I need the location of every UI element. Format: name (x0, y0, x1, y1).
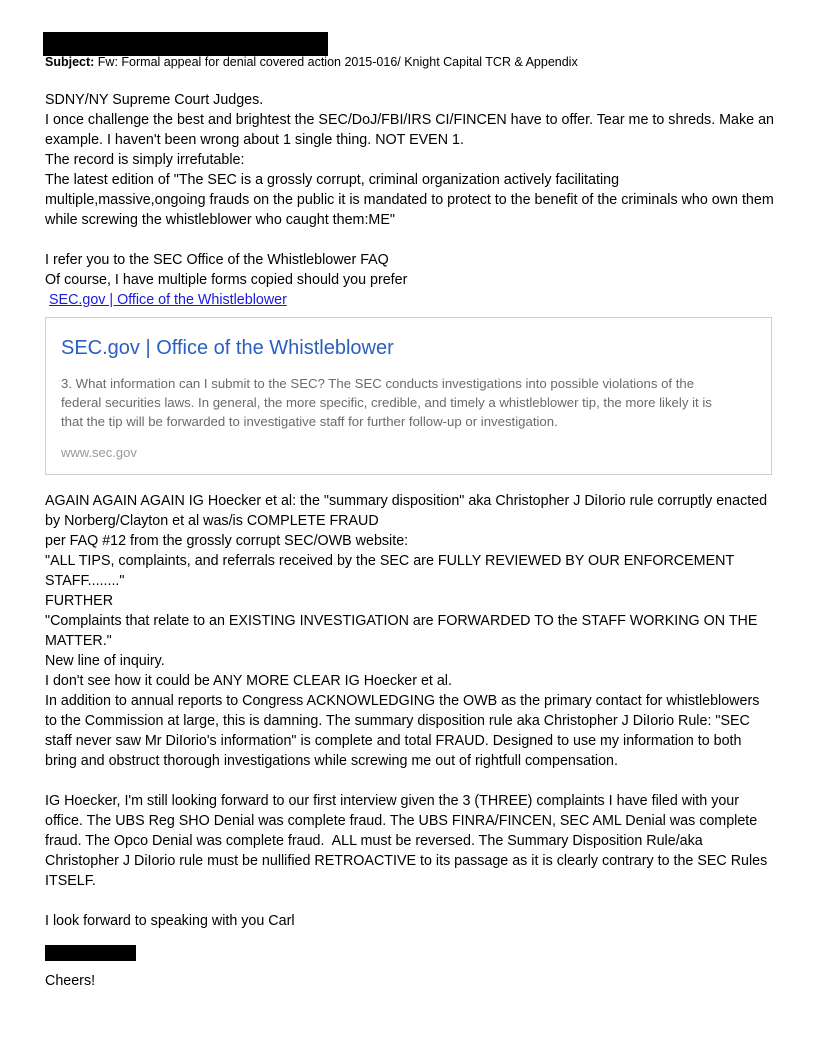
section-after-card (45, 491, 775, 991)
closing-line: I look forward to speaking with you Carl (45, 913, 295, 929)
paragraph: SDNY/NY Supreme Court Judges. (45, 92, 264, 108)
link-line (45, 290, 775, 310)
paragraph: IG Hoecker, I'm still looking forward to our first interview given the 3 (THREE) complaints I have filed with your office. The UBS Reg SHO Denial was complete fraud. The UBS FINRA/FINCEN, SEC AML Denial was complete fraud. The Opco Denial was complete fraud. ALL must be reversed. The Summary Disposition Rule/aka Christopher J DiIorio rule must be nullified RETROACTIVE to its passage as it is clearly contrary to the SEC Rules ITSELF. (45, 793, 772, 889)
link-preview-card[interactable] (45, 317, 772, 475)
paragraph: FURTHER (45, 593, 114, 609)
paragraph: "Complaints that relate to an EXISTING INVESTIGATION are FORWARDED TO the STAFF WORKING ON THE MATTER." (45, 613, 762, 649)
redaction-bar-signature (45, 945, 136, 961)
spacer (45, 230, 775, 250)
subject-label: Subject: (45, 55, 95, 69)
paragraph: Of course, I have multiple forms copied should you prefer (45, 272, 408, 288)
spacer (45, 951, 775, 971)
redaction-bar-sender (43, 32, 328, 56)
paragraph: AGAIN AGAIN AGAIN IG Hoecker et al: the "summary disposition" aka Christopher J DiIorio rule corruptly enacted by Norberg/Clayton et al was/is COMPLETE FRAUD (45, 493, 772, 529)
link-preview-description: 3. What information can I submit to the SEC? The SEC conducts investigations into possible violations of the federal securities laws. In general, the more specific, credible, and timely a whistleblower tip, the more likely it is that the tip will be forwarded to investigative staff for further follow-up or investigation. (61, 376, 712, 429)
email-body (45, 90, 778, 991)
paragraph: The record is simply irrefutable: (45, 152, 245, 168)
subject-line (45, 54, 578, 70)
spacer (45, 771, 775, 791)
paragraph: I refer you to the SEC Office of the Whistleblower FAQ (45, 252, 389, 268)
paragraph: The latest edition of "The SEC is a grossly corrupt, criminal organization actively facilitating multiple,massive,ongoing frauds on the public it is mandated to protect to the benefit of the criminals who own them while screwing the whistleblower who caught them:ME" (45, 172, 778, 228)
paragraph: I don't see how it could be ANY MORE CLEAR IG Hoecker et al. (45, 673, 452, 689)
spacer (45, 891, 775, 911)
paragraph: per FAQ #12 from the grossly corrupt SEC/OWB website: (45, 533, 409, 549)
paragraph: In addition to annual reports to Congress ACKNOWLEDGING the OWB as the primary contact for whistleblowers to the Commission at large, this is damning. The summary disposition rule aka Christopher J DiIorio Rule: "SEC staff never saw Mr DiIorio's information" is complete and total FRAUD. Designed to use my information to both bring and obstruct thorough investigations while screwing me out of rightfull compensation. (45, 693, 764, 769)
spacer (45, 931, 775, 951)
subject-text: Fw: Formal appeal for denial covered action 2015-016/ Knight Capital TCR & Appendix (97, 55, 578, 69)
signoff: Cheers! (45, 973, 96, 989)
paragraph: "ALL TIPS, complaints, and referrals received by the SEC are FULLY REVIEWED BY OUR ENFORCEMENT STAFF........" (45, 553, 738, 589)
sec-whistleblower-link[interactable]: SEC.gov | Office of the Whistleblower (49, 292, 287, 308)
paragraph: I once challenge the best and brightest the SEC/DoJ/FBI/IRS CI/FINCEN have to offer. Tear me to shreds. Make an example. I haven't been wrong about 1 single thing. NOT EVEN 1. (45, 112, 778, 148)
link-preview-domain: www.sec.gov (61, 445, 137, 460)
paragraph: New line of inquiry. (45, 653, 165, 669)
link-preview-title[interactable]: SEC.gov | Office of the Whistleblower (61, 337, 394, 359)
